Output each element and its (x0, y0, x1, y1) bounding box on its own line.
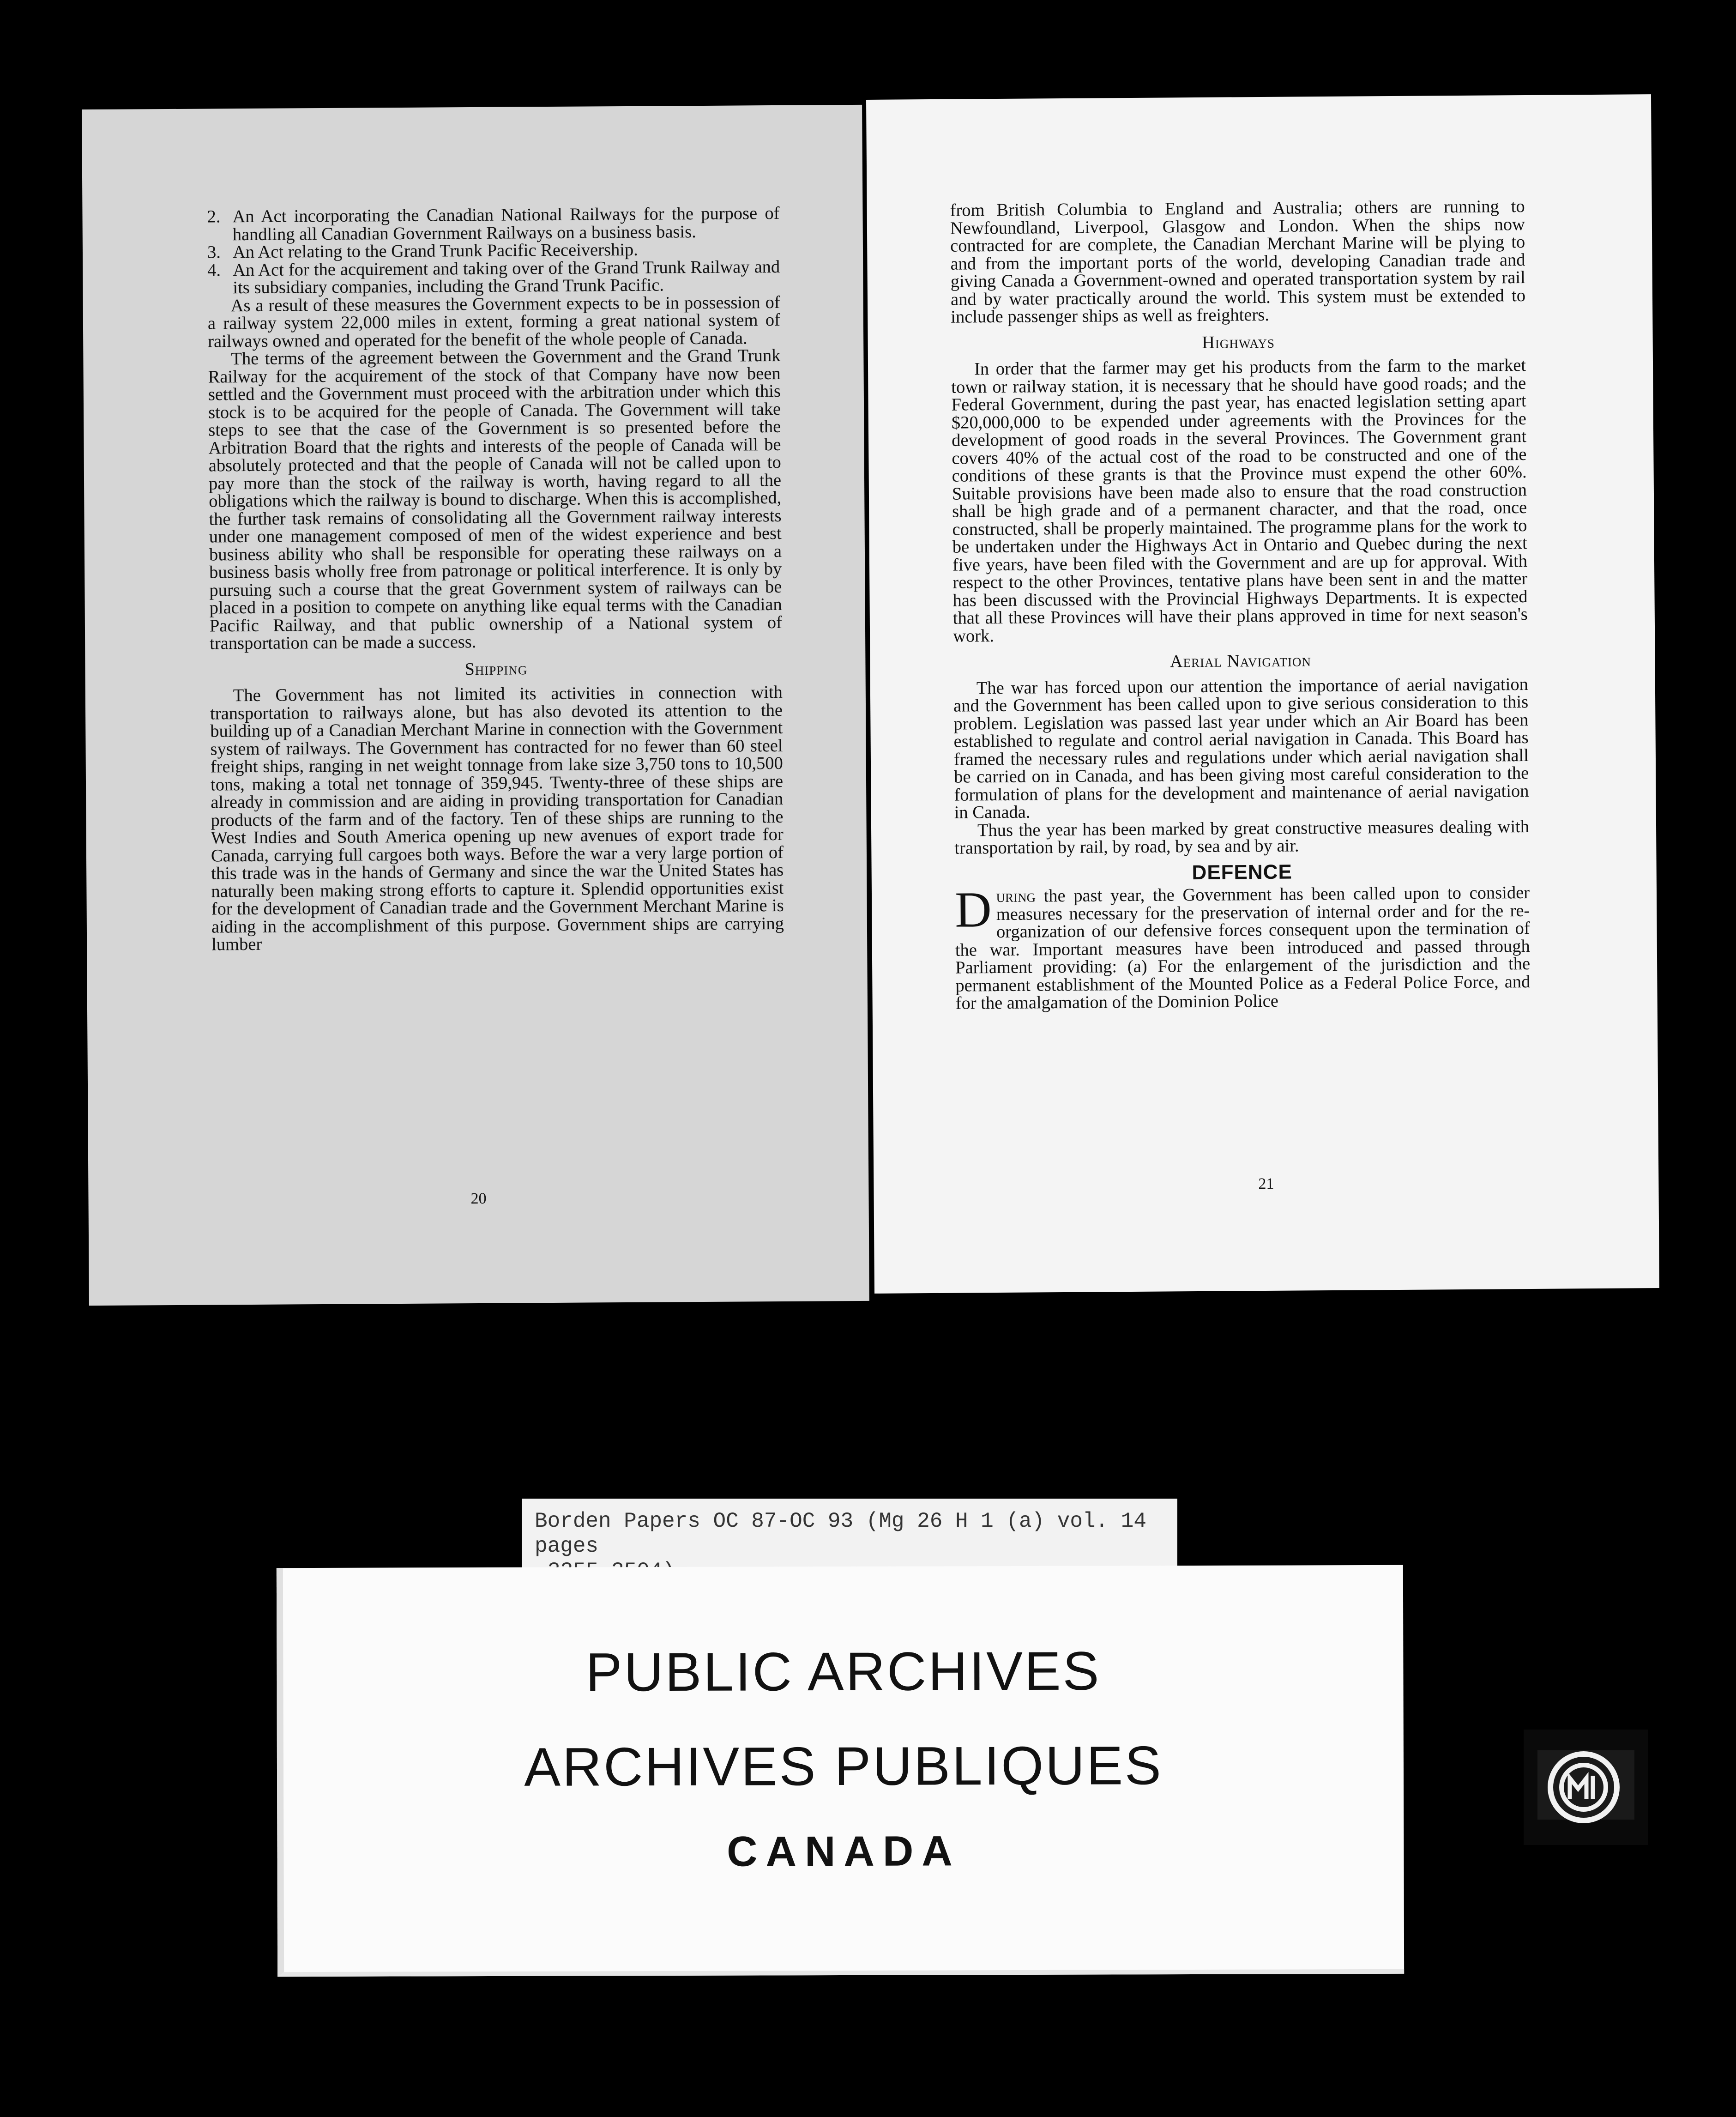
item-text: An Act relating to the Grand Trunk Pacific Receivership. (232, 240, 638, 262)
defence-paragraph (954, 881, 1531, 1013)
section-heading-shipping: Shipping (464, 659, 528, 679)
drop-cap-lead: uring (996, 886, 1036, 907)
paragraph: As a result of these measures the Government expects to be in possession of a railway system 22,000 miles in extent, forming a great national system of railways owned and operated for the benefit of the whole people of Canada. (207, 292, 781, 351)
list-item (207, 258, 780, 297)
paragraph: The Government has not limited its activities in connection with transportation to railways alone, but has also devoted its attention to the building up of a Canadian Merchant Marine in connection with the Government system of railways. The Government has contracted for no fewer than 60 steel freight ships, ranging in net weight tonnage from lake size 3,750 tons to 10,500 tons, making a total net tonnage of 359,945. Twenty-three of these ships are already in commission and are aiding in providing transportation for Canadian products of the farm and of the factory. Ten of these ships are running to the West Indies and South America opening up new avenues of export trade for Canada, carrying full cargoes both ways. Before the war a very large portion of this trade was in the hands of Germany and since the war the United States has naturally been making strong efforts to capture it. Splendid opportunities exist for the development of Canadian trade and the Government Merchant Marine is aiding in the accomplishment of this purpose. Government ships are carrying lumber (210, 682, 784, 955)
reference-line-1: Borden Papers OC 87-OC 93 (Mg 26 H 1 (a) vol. 14 pages (535, 1509, 1147, 1558)
reference-label (522, 1499, 1177, 1573)
item-text: An Act incorporating the Canadian National Railways for the purpose of handling all Canadian Government Railways on a business basis. (232, 203, 780, 244)
defence-text: the past year, the Government has been called upon to consider measures necessary for the preservation of internal order and for the re-organization of our defensive forces consequent upon the termination of the war. Important measures have been introduced and passed through Parliament providing: (a) For the enlargement of the jurisdiction and the permanent establishment of the Mounted Police as a Federal Police Force, and for the amalgamation of the Dominion Police (955, 883, 1531, 1013)
drop-cap: D (954, 881, 992, 938)
paragraph: In order that the farmer may get his products from the farm to the market town or railway station, it is necessary that he should have good roads; and the Federal Government, during the past year, has enacted legislation setting apart $20,000,000 to be expended under agreements with the Provinces for the development of good roads in the several Provinces. The Government grant covers 40% of the actual cost of the road to be constructed and one of the conditions of these grants is that the Province must expend the other 60%. Suitable provisions have been made also to ensure that the road construction shall be high grade and of a permanent character, and that the road, once constructed, shall be properly maintained. The programme plans for the work to be undertaken under the Highways Act in Ontario and Quebec during the next five years, have been filed with the Government and are up for approval. With respect to the other Provinces, tentative plans have been sent in and the matter has been discussed with the Provincial Highways Departments. It is expected that all these Provinces will have their plans approved in time for next season's work. (951, 356, 1528, 646)
page-number: 21 (1258, 1175, 1274, 1193)
section-heading-defence: DEFENCE (1192, 860, 1292, 884)
item-number: 2. (207, 207, 221, 227)
left-page-text (207, 205, 784, 954)
section-heading-aerial-navigation: Aerial Navigation (1169, 651, 1312, 671)
paragraph: from British Columbia to England and Australia; others are running to Newfoundland, Liverpool, Glasgow and London. When the ships now contracted for are complete, the Canadian Merchant Marine will be plying to and from the important ports of the world, developing Canadian trade and giving Canada a Government-owned and operated transportation system by rail and by water practically around the world. This system must be extended to include passenger ships as well as freighters. (950, 197, 1526, 327)
paragraph: The war has forced upon our attention the importance of aerial navigation and the Government has been called upon to give serious consideration to this problem. Legislation was passed last year under which an Air Board has been established to regulate and control aerial navigation in Canada. This Board has framed the necessary rules and regulations under which aerial navigation shall be carried on in Canada, and has been giving most careful consideration to the formulation of plans for the development and maintenance of aerial navigation in Canada. (953, 674, 1529, 823)
page-number: 20 (470, 1190, 487, 1208)
paragraph: The terms of the agreement between the Government and the Grand Trunk Railway for the acquirement of the stock of that Company have now been settled and the Government must proceed with the arbitration under which this stock is to be acquired for the people of Canada. The Government will take steps to see that the case of the Government is so presented before the Arbitration Board that the rights and interests of the people of Canada will be absolutely protected and that the people of Canada will not be called upon to pay more than the stock of the railway is worth, having regard to all the obligations which the railway is bound to discharge. When this is accomplished, the further task remains of consolidating all the Government railway interests under one management composed of men of the widest experience and best business ability who shall be responsible for operating these railways on a business basis wholly free from patronage or political interference. It is only by pursuing such a course that the great Government system of railways can be placed in a position to compete on anything like equal terms with the Canadian Pacific Railway, and that public ownership of a National system of transportation can be made a success. (208, 345, 783, 653)
archives-emblem-icon (1524, 1730, 1648, 1845)
archive-card (277, 1565, 1404, 1977)
right-page-text (950, 198, 1531, 1012)
archive-title-french: ARCHIVES PUBLIQUES (524, 1735, 1163, 1798)
list-item (207, 205, 779, 244)
right-page (866, 94, 1659, 1294)
item-text: An Act for the acquirement and taking over of the Grand Trunk Railway and its subsidiary companies, including the Grand Trunk Pacific. (233, 257, 780, 298)
archive-title-english: PUBLIC ARCHIVES (585, 1640, 1101, 1703)
item-number: 4. (207, 260, 221, 280)
item-number: 3. (207, 242, 221, 262)
paragraph: Thus the year has been marked by great constructive measures dealing with transportation by rail, by road, by sea and by air. (954, 817, 1530, 858)
left-page (82, 105, 869, 1306)
archive-country: CANADA (726, 1827, 961, 1875)
section-heading-highways: Highways (1202, 332, 1275, 352)
